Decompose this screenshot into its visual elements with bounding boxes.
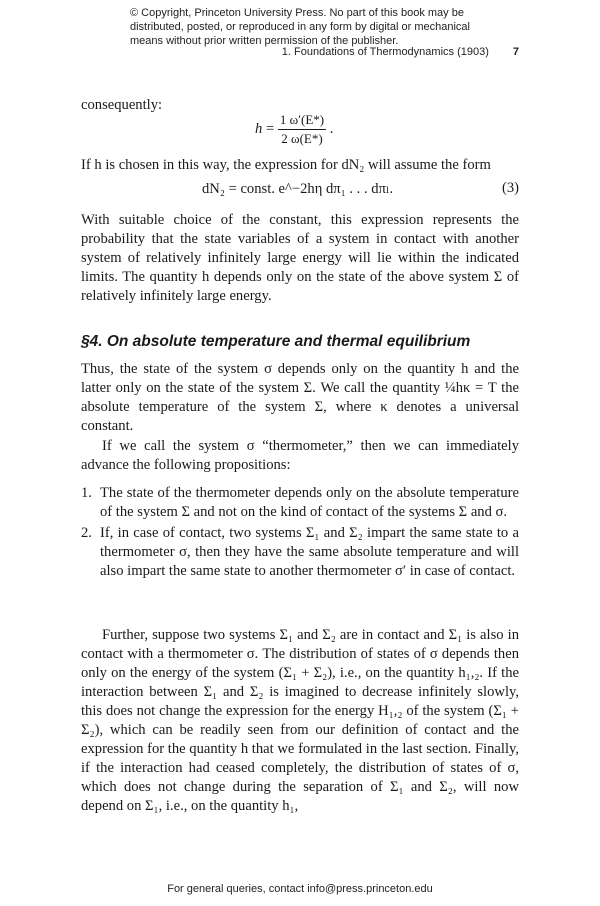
equation-3-number: (3): [501, 180, 519, 196]
section-heading: §4. On absolute temperature and thermal equilibrium: [81, 333, 471, 350]
paragraph-thus: Thus, the state of the system σ depends only on the quantity h and the latter only on the state of the system Σ. We call the quantity ¼hκ = T the absolute temperature of the system Σ, where κ denotes a universal constant.: [81, 361, 519, 434]
equation-h-lhs: h: [255, 120, 263, 137]
running-head: [80, 46, 519, 58]
chapter-title: 1. Foundations of Thermodynamics (1903): [281, 46, 489, 58]
copyright-notice: © Copyright, Princeton University Press. No part of this book may be distributed, posted, or reproduced in any form by digital or mechanical means without prior written permission of the publisher.: [130, 7, 470, 47]
list-item-text: The state of the thermometer depends only on the absolute temperature of the system Σ and not on the kind of contact of the systems Σ and σ.: [100, 485, 519, 520]
paragraph-if-we-call: If we call the system σ “thermometer,” then we can immediately advance the following propositions:: [81, 438, 519, 473]
equation-3: dN₂ = const. e^−2hη dπ₁ . . . dπₗ.: [202, 181, 394, 197]
paragraph-further: Further, suppose two systems Σ₁ and Σ₂ are in contact and Σ₁ is also in contact with a thermometer σ. The distribution of states of σ depends then only on the energy of the system (Σ₁ + Σ₂), i.e., on the quantity h₁,₂. If the interaction between Σ₁ and Σ₂ is imagined to decrease infinitely slowly, this does not change the expression for the energy H₁,₂ of the system (Σ₁ + Σ₂), which can be readily seen from our definition of contact and the expression for the quantity h that we formulated in the last section. Finally, if the interaction had ceased completely, the distribution of states of σ, which does not change during the separation of Σ₁ and Σ₂, will now depend on Σ₁, i.e., on the quantity h₁,: [81, 627, 519, 814]
paragraph-suitable-choice: With suitable choice of the constant, this expression represents the probability that the state variables of a system in contact with another system of relatively infinitely large energy will lie within the indicated limits. The quantity h depends only on the state of the above system Σ of relatively infinitely large energy.: [81, 212, 519, 304]
page-number: 7: [512, 46, 519, 58]
equation-h: h = $\frac{1 \omega'(E*)}{2 \omega(E*)}$ .: [255, 112, 334, 146]
paragraph-if-h: If h is chosen in this way, the expression for dN₂ will assume the form: [81, 157, 491, 173]
list-item: [81, 524, 519, 581]
propositions-list: [81, 484, 519, 583]
equation-h-numerator: 1 ω′(E*): [278, 112, 326, 130]
equation-h-fraction: [278, 112, 326, 147]
list-marker: 1.: [81, 485, 92, 501]
list-item: [81, 484, 519, 522]
equation-h-denominator: 2 ω(E*): [281, 131, 323, 146]
footer-contact: For general queries, contact info@press.princeton.edu: [167, 883, 433, 895]
list-marker: 2.: [81, 525, 92, 541]
consequently-line: consequently:: [81, 97, 163, 113]
list-item-text: If, in case of contact, two systems Σ₁ and Σ₂ impart the same state to a thermometer σ, then they have the same absolute temperature and will also impart the same state to another thermometer σ′ in case of contact.: [100, 525, 519, 579]
